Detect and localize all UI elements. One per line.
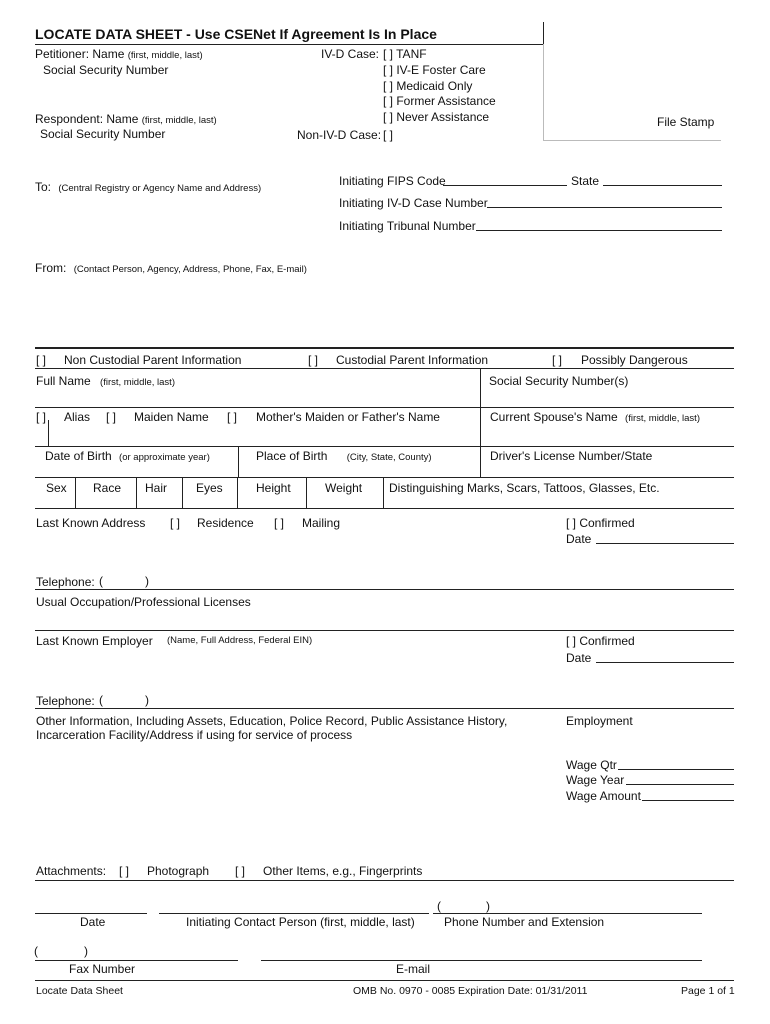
other-info-line2: Incarceration Facility/Address if using for service of process [36, 728, 353, 742]
employer-telephone-paren-open: ( [99, 693, 103, 707]
col-divider [182, 477, 183, 509]
ncp-label: Non Custodial Parent Information [64, 353, 242, 367]
non-ivd-case-checkbox[interactable]: [ ] [383, 128, 394, 142]
ncp-checkbox[interactable]: [ ] [36, 353, 47, 367]
photo-checkbox[interactable]: [ ] [119, 864, 130, 878]
ivd-option-medicaid[interactable]: [ ] Medicaid Only [383, 79, 473, 93]
cp-label: Custodial Parent Information [336, 353, 489, 367]
employer-label: Last Known Employer [36, 634, 153, 648]
employer-date-line[interactable] [596, 662, 734, 663]
row-divider [35, 368, 734, 369]
col-divider [480, 446, 481, 478]
fips-code-line[interactable] [443, 185, 567, 186]
maiden-label: Maiden Name [134, 410, 209, 424]
full-name-hint: (first, middle, last) [100, 377, 175, 388]
petitioner-name-label: Petitioner: Name [35, 47, 125, 61]
row-divider [35, 589, 734, 590]
wage-qtr-label: Wage Qtr [566, 758, 617, 772]
from-label: From: [35, 261, 67, 275]
mother-label: Mother's Maiden or Father's Name [256, 410, 440, 424]
danger-checkbox[interactable]: [ ] [552, 353, 563, 367]
phone-label: Phone Number and Extension [444, 915, 605, 929]
wage-amount-label: Wage Amount [566, 789, 641, 803]
attachments-label: Attachments: [36, 864, 107, 878]
email-line[interactable] [261, 960, 702, 961]
fax-label: Fax Number [69, 962, 136, 976]
employer-telephone-paren-close: ) [145, 693, 149, 707]
section-divider-party [35, 347, 734, 349]
col-divider [306, 477, 307, 509]
sex-field[interactable]: Sex [46, 481, 67, 495]
ivd-case-number-label: Initiating IV-D Case Number [339, 196, 488, 210]
row-divider [35, 708, 734, 709]
mailing-checkbox[interactable]: [ ] [274, 516, 285, 530]
petitioner-ssn-label[interactable]: Social Security Number [43, 63, 169, 77]
state-label: State [571, 174, 600, 188]
respondent-name-field[interactable] [35, 112, 217, 126]
full-name-label: Full Name [36, 374, 91, 388]
race-field[interactable]: Race [93, 481, 122, 495]
address-confirmed-checkbox[interactable]: [ ] Confirmed [566, 516, 635, 530]
row-divider [35, 630, 734, 631]
occupation-field[interactable]: Usual Occupation/Professional Licenses [36, 595, 251, 609]
petitioner-name-hint: (first, middle, last) [127, 50, 203, 61]
mailing-label: Mailing [302, 516, 341, 530]
tribunal-number-label: Initiating Tribunal Number [339, 219, 476, 233]
from-hint: (Contact Person, Agency, Address, Phone, Fax, E-mail) [73, 264, 307, 275]
address-telephone-paren-open: ( [99, 574, 103, 588]
ivd-option-foster-care[interactable]: [ ] IV-E Foster Care [383, 63, 486, 77]
to-hint: (Central Registry or Agency Name and Address) [58, 183, 262, 194]
to-label: To: [35, 180, 52, 194]
row-divider [35, 407, 734, 408]
license-field[interactable]: Driver's License Number/State [490, 449, 653, 463]
wage-year-line[interactable] [626, 784, 734, 785]
address-date-label: Date [566, 532, 592, 546]
col-divider [48, 420, 49, 447]
stamp-box-bottom [543, 140, 721, 141]
phone-paren-open: ( [437, 899, 441, 913]
col-divider [480, 368, 481, 408]
col-divider [480, 407, 481, 447]
respondent-ssn-label[interactable]: Social Security Number [40, 127, 166, 141]
petitioner-name-field[interactable] [35, 47, 203, 61]
state-line[interactable] [603, 185, 722, 186]
ivd-option-never-assistance[interactable]: [ ] Never Assistance [383, 110, 490, 124]
address-telephone-label: Telephone: [36, 575, 95, 589]
marks-field[interactable]: Distinguishing Marks, Scars, Tattoos, Glasses, Etc. [389, 481, 660, 495]
address-telephone-paren-close: ) [145, 574, 149, 588]
hair-field[interactable]: Hair [145, 481, 168, 495]
fax-line[interactable] [35, 960, 238, 961]
respondent-name-label: Respondent: Name [35, 112, 139, 126]
wage-amount-line[interactable] [642, 800, 734, 801]
non-ivd-case-label: Non-IV-D Case: [297, 128, 382, 142]
title-underline [35, 44, 543, 45]
col-divider [237, 477, 238, 509]
wage-qtr-line[interactable] [618, 769, 734, 770]
other-items-label: Other Items, e.g., Fingerprints [263, 864, 423, 878]
alias-checkbox[interactable]: [ ] [36, 410, 47, 424]
row-divider [35, 477, 734, 478]
file-stamp-label: File Stamp [657, 115, 715, 129]
col-divider [136, 477, 137, 509]
to-field[interactable] [35, 180, 261, 194]
stamp-box-left-top [543, 22, 544, 44]
stamp-box-left [543, 44, 544, 140]
fips-code-label: Initiating FIPS Code [339, 174, 446, 188]
row-divider [35, 880, 734, 881]
email-label: E-mail [396, 962, 431, 976]
pob-field[interactable] [256, 449, 432, 463]
residence-label: Residence [197, 516, 254, 530]
col-divider [75, 477, 76, 509]
signature-date-label: Date [80, 915, 106, 929]
date-line[interactable] [35, 913, 147, 914]
other-items-checkbox[interactable]: [ ] [235, 864, 246, 878]
row-divider [35, 446, 734, 447]
footer-omb: OMB No. 0970 - 0085 Expiration Date: 01/31/2011 [353, 985, 588, 997]
weight-field[interactable]: Weight [325, 481, 363, 495]
col-divider [383, 477, 384, 509]
address-date-line[interactable] [596, 543, 734, 544]
employer-hint: (Name, Full Address, Federal EIN) [167, 635, 313, 646]
employer-date-label: Date [566, 651, 592, 665]
dob-hint: (or approximate year) [119, 452, 210, 463]
phone-line[interactable] [433, 913, 702, 914]
tribunal-number-line[interactable] [476, 230, 722, 231]
employment-label: Employment [566, 714, 633, 728]
residence-checkbox[interactable]: [ ] [170, 516, 181, 530]
pob-hint: (City, State, County) [346, 452, 432, 463]
ssn-field[interactable]: Social Security Number(s) [489, 374, 629, 388]
contact-person-line[interactable] [159, 913, 429, 914]
wage-year-label: Wage Year [566, 773, 625, 787]
spouse-label: Current Spouse's Name [490, 410, 618, 424]
last-address-label: Last Known Address [36, 516, 146, 530]
row-divider [35, 508, 734, 509]
spouse-hint: (first, middle, last) [625, 413, 700, 424]
mother-checkbox[interactable]: [ ] [227, 410, 238, 424]
danger-label: Possibly Dangerous [581, 353, 688, 367]
respondent-name-hint: (first, middle, last) [141, 115, 217, 126]
ivd-case-number-line[interactable] [487, 207, 722, 208]
spouse-field[interactable] [490, 410, 700, 424]
form-title: LOCATE DATA SHEET - Use CSENet If Agreement Is In Place [35, 26, 437, 42]
contact-person-label: Initiating Contact Person (first, middle, last) [186, 915, 415, 929]
maiden-checkbox[interactable]: [ ] [106, 410, 117, 424]
dob-label: Date of Birth [45, 449, 112, 463]
full-name-field[interactable] [36, 374, 175, 388]
footer-page: Page 1 of 1 [681, 985, 735, 997]
ivd-case-label: IV-D Case: [321, 47, 380, 61]
fax-paren-open: ( [34, 944, 38, 958]
footer-divider [35, 980, 734, 981]
ivd-option-tanf[interactable]: [ ] TANF [383, 47, 427, 61]
eyes-field[interactable]: Eyes [196, 481, 223, 495]
employer-telephone-label: Telephone: [36, 694, 95, 708]
photo-label: Photograph [147, 864, 210, 878]
pob-label: Place of Birth [256, 449, 328, 463]
footer-form-name: Locate Data Sheet [36, 985, 123, 997]
other-info-line1: Other Information, Including Assets, Education, Police Record, Public Assistance History, [36, 714, 508, 728]
height-field[interactable]: Height [256, 481, 291, 495]
fax-paren-close: ) [84, 944, 88, 958]
alias-label: Alias [64, 410, 91, 424]
cp-checkbox[interactable]: [ ] [308, 353, 319, 367]
from-field[interactable] [35, 261, 307, 275]
col-divider [238, 446, 239, 478]
employer-confirmed-checkbox[interactable]: [ ] Confirmed [566, 634, 635, 648]
phone-paren-close: ) [486, 899, 490, 913]
dob-field[interactable] [45, 449, 210, 463]
ivd-option-former-assistance[interactable]: [ ] Former Assistance [383, 94, 496, 108]
